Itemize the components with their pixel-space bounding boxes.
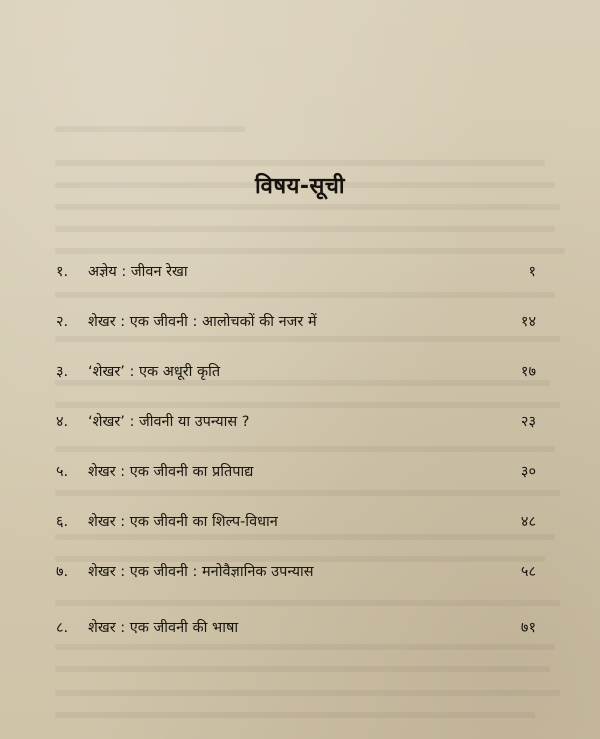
toc-entry-title: शेखर : एक जीवनी : मनोवैज्ञानिक उपन्यास (88, 564, 314, 580)
toc-entry-page: ३० (520, 464, 536, 480)
toc-entry-number: ८. (56, 620, 69, 636)
toc-entry-title: शेखर : एक जीवनी की भाषा (88, 620, 239, 636)
toc-entry-page: ४८ (520, 514, 536, 530)
toc-entry-number: ७. (56, 564, 69, 580)
toc-entry-title: ‘शेखर’ : एक अधूरी कृति (88, 364, 221, 380)
toc-entry-number: २. (56, 314, 69, 330)
toc-entry-page: १७ (520, 364, 536, 380)
toc-entry[interactable] (56, 510, 536, 534)
toc-entry-number: ५. (56, 464, 69, 480)
toc-entry-number: ६. (56, 514, 69, 530)
toc-entry-page: २३ (520, 414, 536, 430)
toc-entry-page: ७१ (520, 620, 536, 636)
table-of-contents (56, 260, 536, 660)
toc-entry-page: ५८ (520, 564, 536, 580)
toc-entry[interactable] (56, 310, 536, 334)
toc-entry-title: अज्ञेय : जीवन रेखा (88, 264, 188, 280)
toc-entry[interactable] (56, 616, 536, 640)
toc-heading: विषय-सूची (254, 174, 346, 199)
toc-entry-title: शेखर : एक जीवनी : आलोचकों की नजर में (88, 314, 317, 330)
toc-entry-number: ४. (56, 414, 69, 430)
toc-entry-title: शेखर : एक जीवनी का शिल्प-विधान (88, 514, 278, 530)
toc-entry-page: १४ (520, 314, 536, 330)
toc-entry-title: ‘शेखर’ : जीवनी या उपन्यास ? (88, 414, 250, 430)
toc-entry[interactable] (56, 360, 536, 384)
toc-entry-page: १ (528, 264, 536, 280)
toc-entry-title: शेखर : एक जीवनी का प्रतिपाद्य (88, 464, 254, 480)
toc-entry[interactable] (56, 560, 536, 584)
toc-entry[interactable] (56, 410, 536, 434)
toc-entry-number: १. (56, 264, 69, 280)
toc-entry-number: ३. (56, 364, 69, 380)
toc-entry[interactable] (56, 460, 536, 484)
toc-entry[interactable] (56, 260, 536, 284)
